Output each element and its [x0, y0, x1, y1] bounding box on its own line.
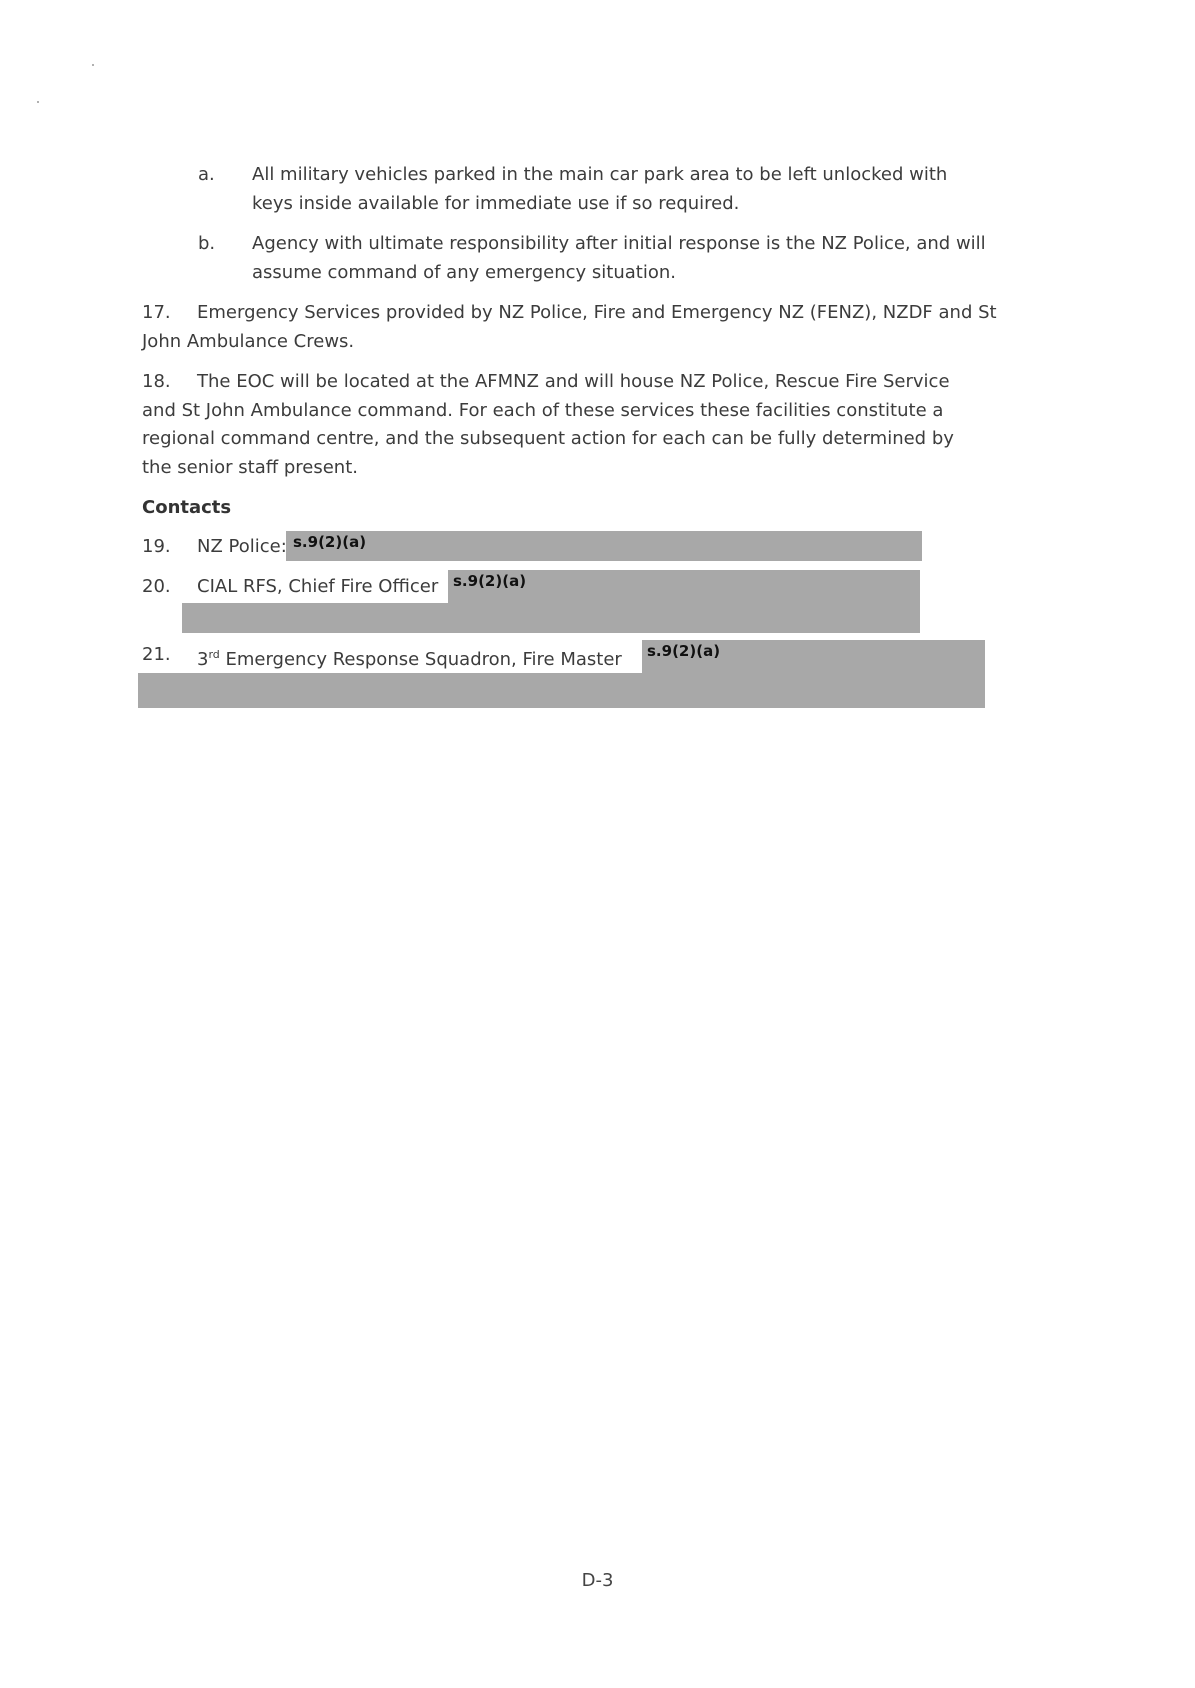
- page-number: D-3: [581, 1570, 614, 1591]
- contacts-heading: Contacts: [142, 497, 232, 518]
- scan-speck: [37, 101, 39, 103]
- contact-21-ordinal: 3: [197, 649, 209, 670]
- para-17-number: 17.: [142, 302, 171, 323]
- contact-19-text: NZ Police:: [197, 536, 287, 557]
- item-a-line-1: All military vehicles parked in the main car park area to be left unlocked with: [252, 164, 948, 185]
- redaction-label: s.9(2)(a): [450, 570, 529, 592]
- redaction-block: [286, 531, 922, 561]
- item-b-line-1: Agency with ultimate responsibility after initial response is the NZ Police, and will: [252, 233, 986, 254]
- item-a-marker: a.: [198, 164, 215, 185]
- para-18-line-4: the senior staff present.: [142, 457, 358, 478]
- contact-20-text: CIAL RFS, Chief Fire Officer: [197, 576, 439, 597]
- para-18-line-3: regional command centre, and the subsequent action for each can be fully determined by: [142, 428, 954, 449]
- item-b-marker: b.: [198, 233, 216, 254]
- para-18-line-2: and St John Ambulance command. For each of these services these facilities constitute a: [142, 400, 944, 421]
- contact-20-number: 20.: [142, 576, 171, 597]
- contact-21-number: 21.: [142, 644, 171, 665]
- para-17-line-2: John Ambulance Crews.: [142, 331, 355, 352]
- redaction-label: s.9(2)(a): [644, 640, 723, 662]
- redaction-label: s.9(2)(a): [290, 531, 369, 553]
- redaction-block: [182, 603, 450, 633]
- scan-speck: [92, 64, 94, 66]
- contact-21-ordinal-suffix: rd: [208, 648, 220, 661]
- para-17-line-1: Emergency Services provided by NZ Police, Fire and Emergency NZ (FENZ), NZDF and St: [197, 302, 997, 323]
- redaction-block: [138, 673, 644, 708]
- contact-21-text: [197, 641, 622, 674]
- contact-19-number: 19.: [142, 536, 171, 557]
- para-18-line-1: The EOC will be located at the AFMNZ and will house NZ Police, Rescue Fire Service: [197, 371, 950, 392]
- item-a-line-2: keys inside available for immediate use if so required.: [252, 193, 740, 214]
- contact-21-label: Emergency Response Squadron, Fire Master: [219, 649, 622, 670]
- item-b-line-2: assume command of any emergency situation.: [252, 262, 676, 283]
- para-18-number: 18.: [142, 371, 171, 392]
